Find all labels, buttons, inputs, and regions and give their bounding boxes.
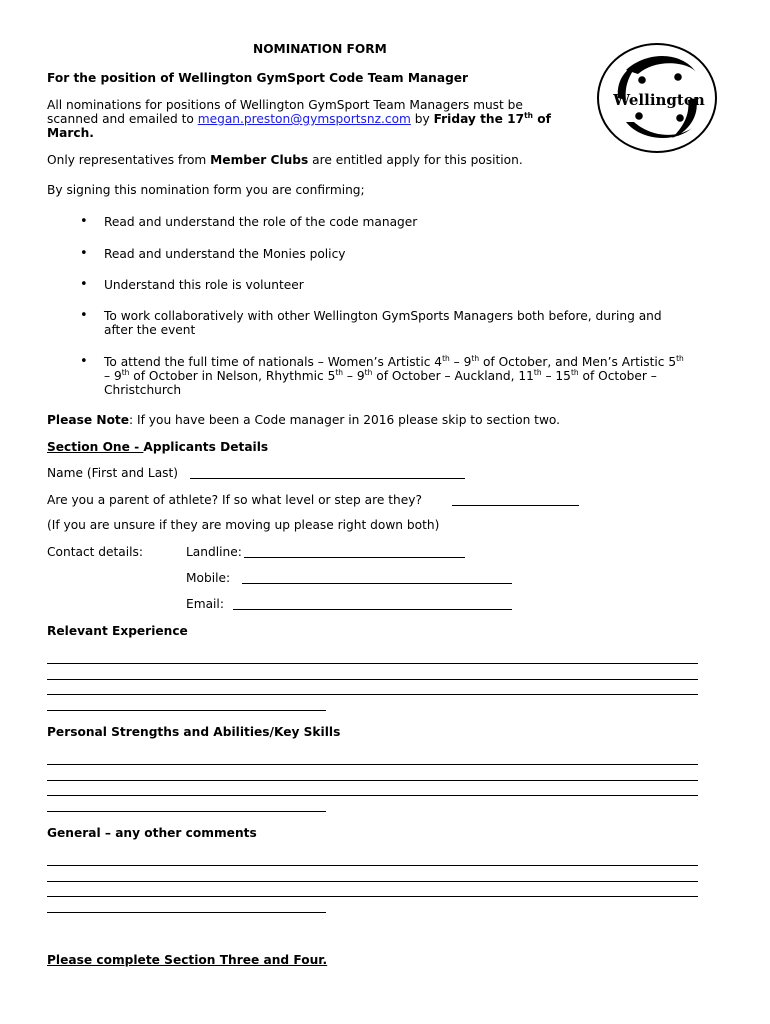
- experience-line[interactable]: [47, 663, 698, 664]
- name-field[interactable]: [190, 478, 465, 479]
- bullet-item-line: after the event: [104, 323, 196, 337]
- strengths-line[interactable]: [47, 811, 326, 812]
- general-line[interactable]: [47, 896, 698, 897]
- bullet-dot: •: [80, 246, 88, 261]
- email-field[interactable]: [233, 609, 512, 610]
- bullet-dot: •: [80, 214, 88, 229]
- intro-by: by: [414, 112, 430, 126]
- relevant-experience-heading: Relevant Experience: [47, 624, 188, 638]
- email-link[interactable]: megan.preston@gymsportsnz.com: [197, 112, 411, 126]
- contact-label: Contact details:: [47, 545, 144, 559]
- bullet-item: Understand this role is volunteer: [104, 278, 304, 292]
- name-label: Name (First and Last): [47, 466, 179, 480]
- parent-label: Are you a parent of athlete? If so what level or step are they?: [47, 493, 422, 507]
- landline-label: Landline:: [186, 545, 242, 559]
- general-line[interactable]: [47, 881, 698, 882]
- bullet-dot: •: [80, 308, 88, 323]
- intro-text: scanned and emailed to: [47, 112, 198, 126]
- bullet-dot: •: [80, 277, 88, 292]
- bullet-item-line: To attend the full time of nationals – Women’s Artistic 4th – 9th of October, and Men’s Artistic 5th: [104, 354, 684, 369]
- strengths-line[interactable]: [47, 795, 698, 796]
- please-note: Please Note: If you have been a Code manager in 2016 please skip to section two.: [47, 413, 561, 427]
- strengths-line[interactable]: [47, 780, 698, 781]
- intro-line-1: All nominations for positions of Wellington GymSport Team Managers must be: [47, 98, 523, 112]
- deadline-month: March.: [47, 126, 94, 140]
- bullet-item-line: – 9th of October in Nelson, Rhythmic 5th – 9th of October – Auckland, 11th – 15th of October –: [104, 368, 657, 383]
- bullet-dot: •: [80, 354, 88, 369]
- bullet-item: Read and understand the role of the code manager: [104, 215, 418, 229]
- position-heading: For the position of Wellington GymSport Code Team Manager: [47, 71, 469, 85]
- form-title: NOMINATION FORM: [253, 42, 387, 56]
- email-label: Email:: [186, 597, 224, 611]
- athlete-level-field[interactable]: [452, 505, 579, 506]
- general-heading: General – any other comments: [47, 826, 257, 840]
- general-line[interactable]: [47, 912, 326, 913]
- bullet-item-line: Christchurch: [104, 383, 182, 397]
- member-clubs: Member Clubs: [210, 153, 309, 167]
- mobile-label: Mobile:: [186, 571, 231, 585]
- strengths-line[interactable]: [47, 764, 698, 765]
- strengths-heading: Personal Strengths and Abilities/Key Skills: [47, 725, 341, 739]
- bullet-item: Read and understand the Monies policy: [104, 247, 346, 261]
- footer-instruction: Please complete Section Three and Four.: [47, 953, 328, 967]
- bullet-item-line: To work collaboratively with other Wellington GymSports Managers both before, during and: [104, 309, 662, 323]
- section-one-heading: Section One - Applicants Details: [47, 440, 269, 454]
- deadline: Friday the 17th of: [433, 111, 551, 126]
- confirm-lead: By signing this nomination form you are confirming;: [47, 183, 365, 197]
- general-line[interactable]: [47, 865, 698, 866]
- experience-line[interactable]: [47, 710, 326, 711]
- experience-line[interactable]: [47, 679, 698, 680]
- logo-text: Wellington: [613, 91, 705, 109]
- experience-line[interactable]: [47, 694, 698, 695]
- intro-line-2: [47, 112, 551, 127]
- mobile-field[interactable]: [242, 583, 512, 584]
- landline-field[interactable]: [244, 557, 465, 558]
- wellington-logo: [596, 42, 718, 154]
- unsure-note: (If you are unsure if they are moving up please right down both): [47, 518, 440, 532]
- eligibility-text: Only representatives from Member Clubs are entitled apply for this position.: [47, 153, 523, 167]
